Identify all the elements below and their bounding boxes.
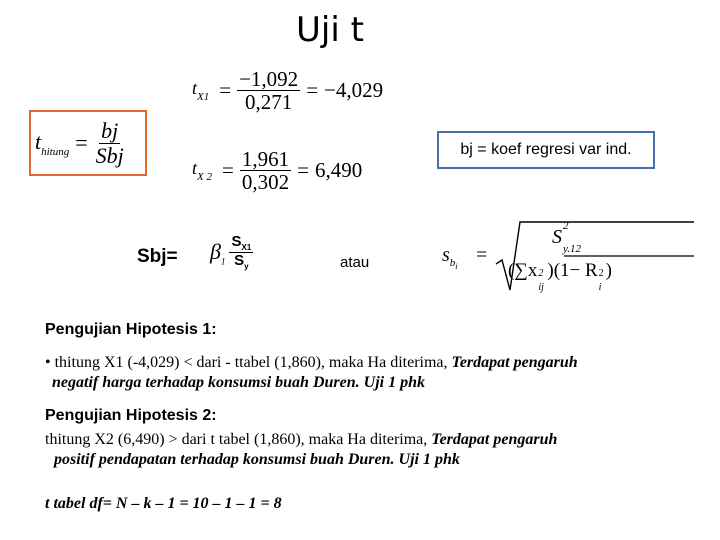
t-tabel-df-line: t tabel df= N – k – 1 = 10 – 1 – 1 = 8 [45,495,282,512]
page-title: Uji t [296,10,364,50]
tx2-result: 6,490 [314,158,363,183]
sb-denominator: (∑x 2 ij )(1− R 2 i ) [508,260,612,293]
tx1-formula: $t_{X1}$ = $\frac{-1,092}{0,271}$ = −4,029 [192,67,384,115]
sb-numerator: S 2 $_{y.12}$ [552,220,582,255]
tx2-formula: $t_{X 2}$ = $\frac{1,961}{0,302}$ = 6,490 [192,147,363,195]
hypothesis-1-text: • thitung X1 (-4,029) < dari - ttabel (1,860), maka Ha diterima, Terdapat pengaruh negatif harga terhadap konsumsi buah Duren. Uji 1 phk [45,354,578,391]
tx1-fraction [237,68,300,113]
atau-text: atau [340,254,370,271]
sbj-denominator: Sbj [95,142,124,168]
sbj-label: Sbj= [137,246,178,267]
hypothesis-2-title: Pengujian Hipotesis 2: [45,407,217,424]
hypothesis-2-text: thitung X2 (6,490) > dari t tabel (1,860), maka Ha diterima, Terdapat pengaruh positif pendapatan terhadap konsumsi buah Duren. Uji 1 phk [45,431,558,468]
tx1-denominator: 0,271 [245,90,293,115]
bj-numerator: bj [101,118,119,144]
tx2-denominator: 0,302 [241,170,290,195]
hypothesis-1-title: Pengujian Hipotesis 1: [45,321,217,338]
bj-definition-callout: bj = koef regresi var ind. [437,131,655,169]
tx1-result: −4,029 [324,78,384,103]
tx1-numerator: −1,092 [239,67,299,91]
t-hitung-formula-box: $t_{hitung}$ = $\frac{bj}{\text{Sbj}}$ [29,110,147,176]
tx2-numerator: 1,961 [241,147,290,171]
sbj-beta-formula: $\beta_1$ $\frac{S_{X1}}{S_y}$ [210,233,252,272]
tx2-fraction [240,148,291,193]
